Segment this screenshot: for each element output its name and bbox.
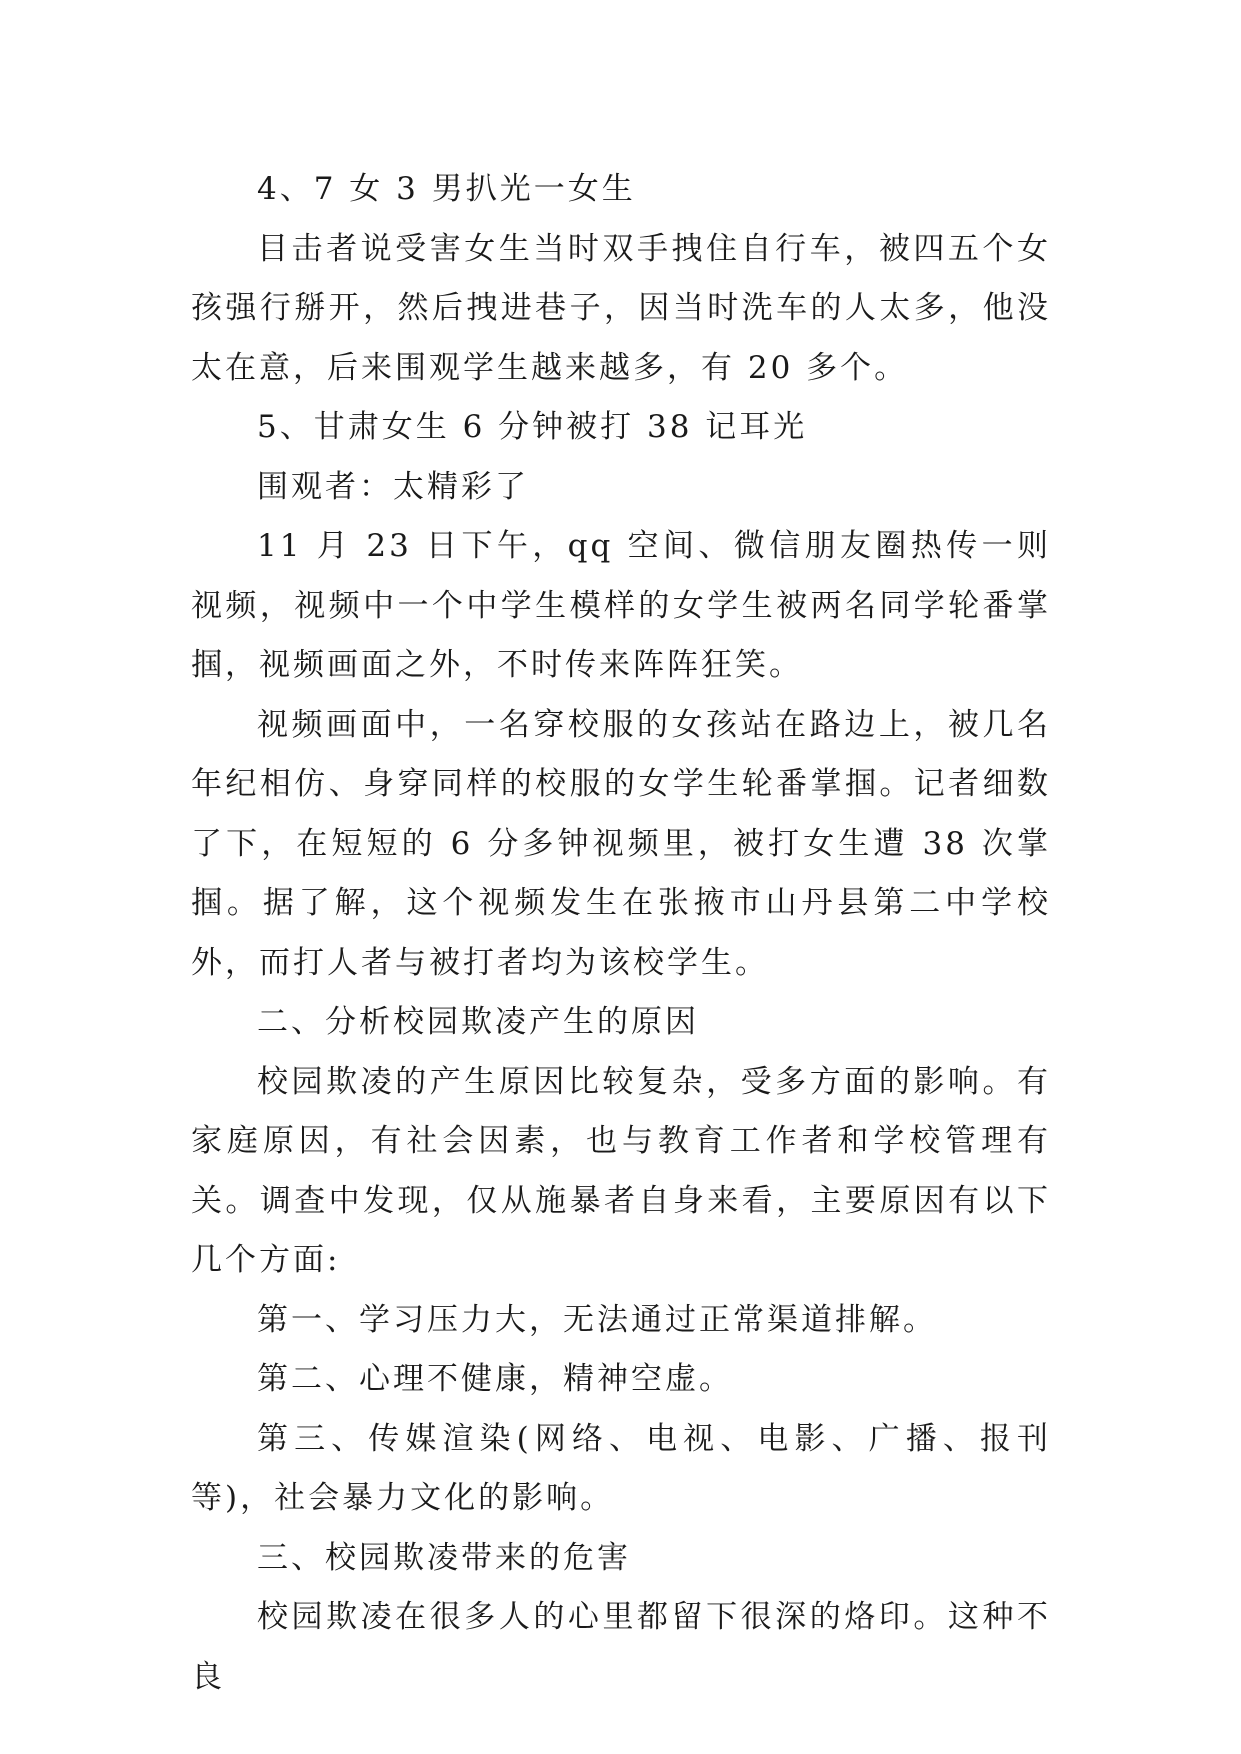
reason-item-2: 第二、心理不健康，精神空虚。 [257,1361,733,1397]
paragraph: 校园欺凌在很多人的心里都留下很深的烙印。这种不良 [191,1599,1051,1695]
paragraph: 视频画面中，一名穿校服的女孩站在路边上，被几名年纪相仿、身穿同样的校服的女学生轮番掌掴。记者细数了下，在短短的 6 分多钟视频里，被打女生遭 38 次掌掴。据了解，这个视频发生在张掖市山丹县第二中学校外，而打人者与被打者均为该校学生。 [191,706,1051,981]
paragraph: 校园欺凌的产生原因比较复杂，受多方面的影响。有家庭原因，有社会因素，也与教育工作者和学校管理有关。调查中发现，仅从施暴者自身来看，主要原因有以下几个方面: [191,1063,1051,1278]
section-heading-3: 三、校园欺凌带来的危害 [257,1539,631,1576]
reason-item-3: 第三、传媒渲染(网络、电视、电影、广播、报刊等)，社会暴力文化的影响。 [191,1420,1051,1516]
paragraph: 11 月 23 日下午，qq 空间、微信朋友圈热传一则视频，视频中一个中学生模样的女学生被两名同学轮番掌掴，视频画面之外，不时传来阵阵狂笑。 [191,528,1051,683]
list-heading-4: 4、7 女 3 男扒光一女生 [257,171,636,207]
document-body [191,160,1051,1707]
paragraph: 围观者：太精彩了 [257,468,529,505]
paragraph: 目击者说受害女生当时双手拽住自行车，被四五个女孩强行掰开，然后拽进巷子，因当时洗车的人太多，他没太在意，后来围观学生越来越多，有 20 多个。 [191,230,1051,386]
section-heading-2: 二、分析校园欺凌产生的原因 [257,1004,699,1040]
reason-item-1: 第一、学习压力大，无法通过正常渠道排解。 [257,1301,937,1338]
list-heading-5: 5、甘肃女生 6 分钟被打 38 记耳光 [257,409,808,445]
